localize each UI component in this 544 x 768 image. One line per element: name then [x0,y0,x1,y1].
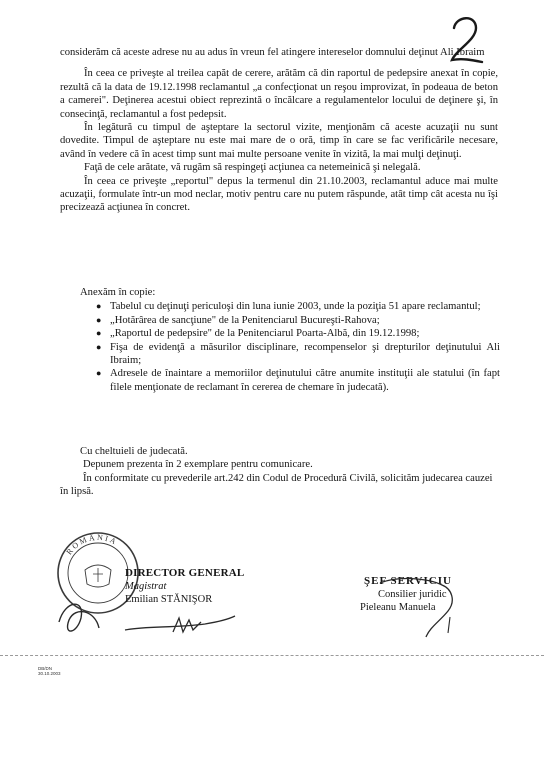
bullet-icon: ● [96,368,102,379]
closing-block [60,445,500,499]
annex-item: ● Adresele de înaintare a memoriilor deţinutului către anumite instituţii ale statului (în fapt filele menţionate de reclamant în cererea de chemare în judecată). [96,368,500,393]
judgment-in-absence: În conformitate cu prevederile art.242 din Codul de Procedură Civilă, solicităm judecarea cauzei în lipsă. [60,472,493,498]
bullet-icon: ● [96,328,102,339]
paragraph-third-claim: În ceea ce priveşte al treilea capăt de cerere, arătăm că din raportul de pedepsire anexat în copie, rezultă că la data de 19.12.1998 reclamantul „a confecţionat un reşou improvizat, în podeaua de beton a camerei". Deţinerea acestui obiect reprezintă o încălcare a regulamentelor locului de deţinere şi, în consecinţă, reclamantul a fost pedepsit. [60,68,498,120]
head-role: Consilier juridic [378,589,447,600]
paragraph-visit-waiting: În legătură cu timpul de aşteptare la sectorul vizite, menţionăm că aceste acuzaţii nu sunt dovedite. Timpul de aşteptare nu este mai mare de o oră, timp în care se fac verificările necesare, având în vedere că în acest timp sunt mai multe persoane venite în vizită, la mai mulţi deţinuţi. [60,122,498,160]
paragraph-continuation: considerăm că aceste adrese nu au adus în vreun fel atingere intereselor domnului deţinut Ali Ibraim [60,47,485,58]
annex-item: ● „Hotărârea de sancţiune" de la Penitenciarul Bucureşti-Rahova; [96,314,380,326]
svg-text:ROMÂNIA: ROMÂNIA [64,532,120,557]
bullet-icon: ● [96,314,102,325]
signature-director [55,530,255,640]
annex-item: ● Fişa de evidenţă a măsurilor disciplinare, recompenselor şi drepturilor deţinutului Ali Ibraim; [96,341,500,367]
director-handwritten-signature [55,570,255,640]
annex-heading: Anexăm în copie: [80,287,156,298]
costs-line: Cu cheltuieli de judecată. [80,446,188,457]
body-text [60,46,498,215]
paragraph-request-dismissal: Faţă de cele arătate, vă rugăm să respingeţi acţiunea ca netemeinică şi nelegală. [84,162,421,174]
annex-item: ● Tabelul cu deţinuţi periculoşi din luna iunie 2003, unde la poziţia 51 apare reclamantul; [96,301,481,313]
copies-line: Depunem prezenta în 2 exemplare pentru comunicare. [83,459,313,471]
annex-list [80,286,500,394]
director-rank: Magistrat [125,581,167,592]
bullet-icon: ● [96,341,102,352]
director-title: DIRECTOR GENERAL [125,567,245,579]
signature-head-of-service [360,575,500,645]
bullet-icon: ● [96,301,102,312]
head-handwritten-signature [360,571,500,641]
paragraph-report: În ceea ce priveşte „reportul" depus la termenul din 21.10.2003, reclamantul aduce mai multe acuzaţii, formulate într-un mod neclar, motiv pentru care nu putem răspunde, atât timp cât acesta nu îşi precizează acţiunea în concret. [60,175,498,214]
page-divider [0,655,544,656]
annex-item: ● „Raportul de pedepsire" de la Penitenciarul Poarta-Albă, din 19.12.1998; [96,328,420,340]
head-name: Pieleanu Manuela [360,602,436,613]
director-name: Emilian STĂNIŞOR [125,594,213,605]
head-title: ŞEF SERVICIU [364,575,452,587]
footer-reference: DB/DN 30.10.2003 [38,666,61,676]
